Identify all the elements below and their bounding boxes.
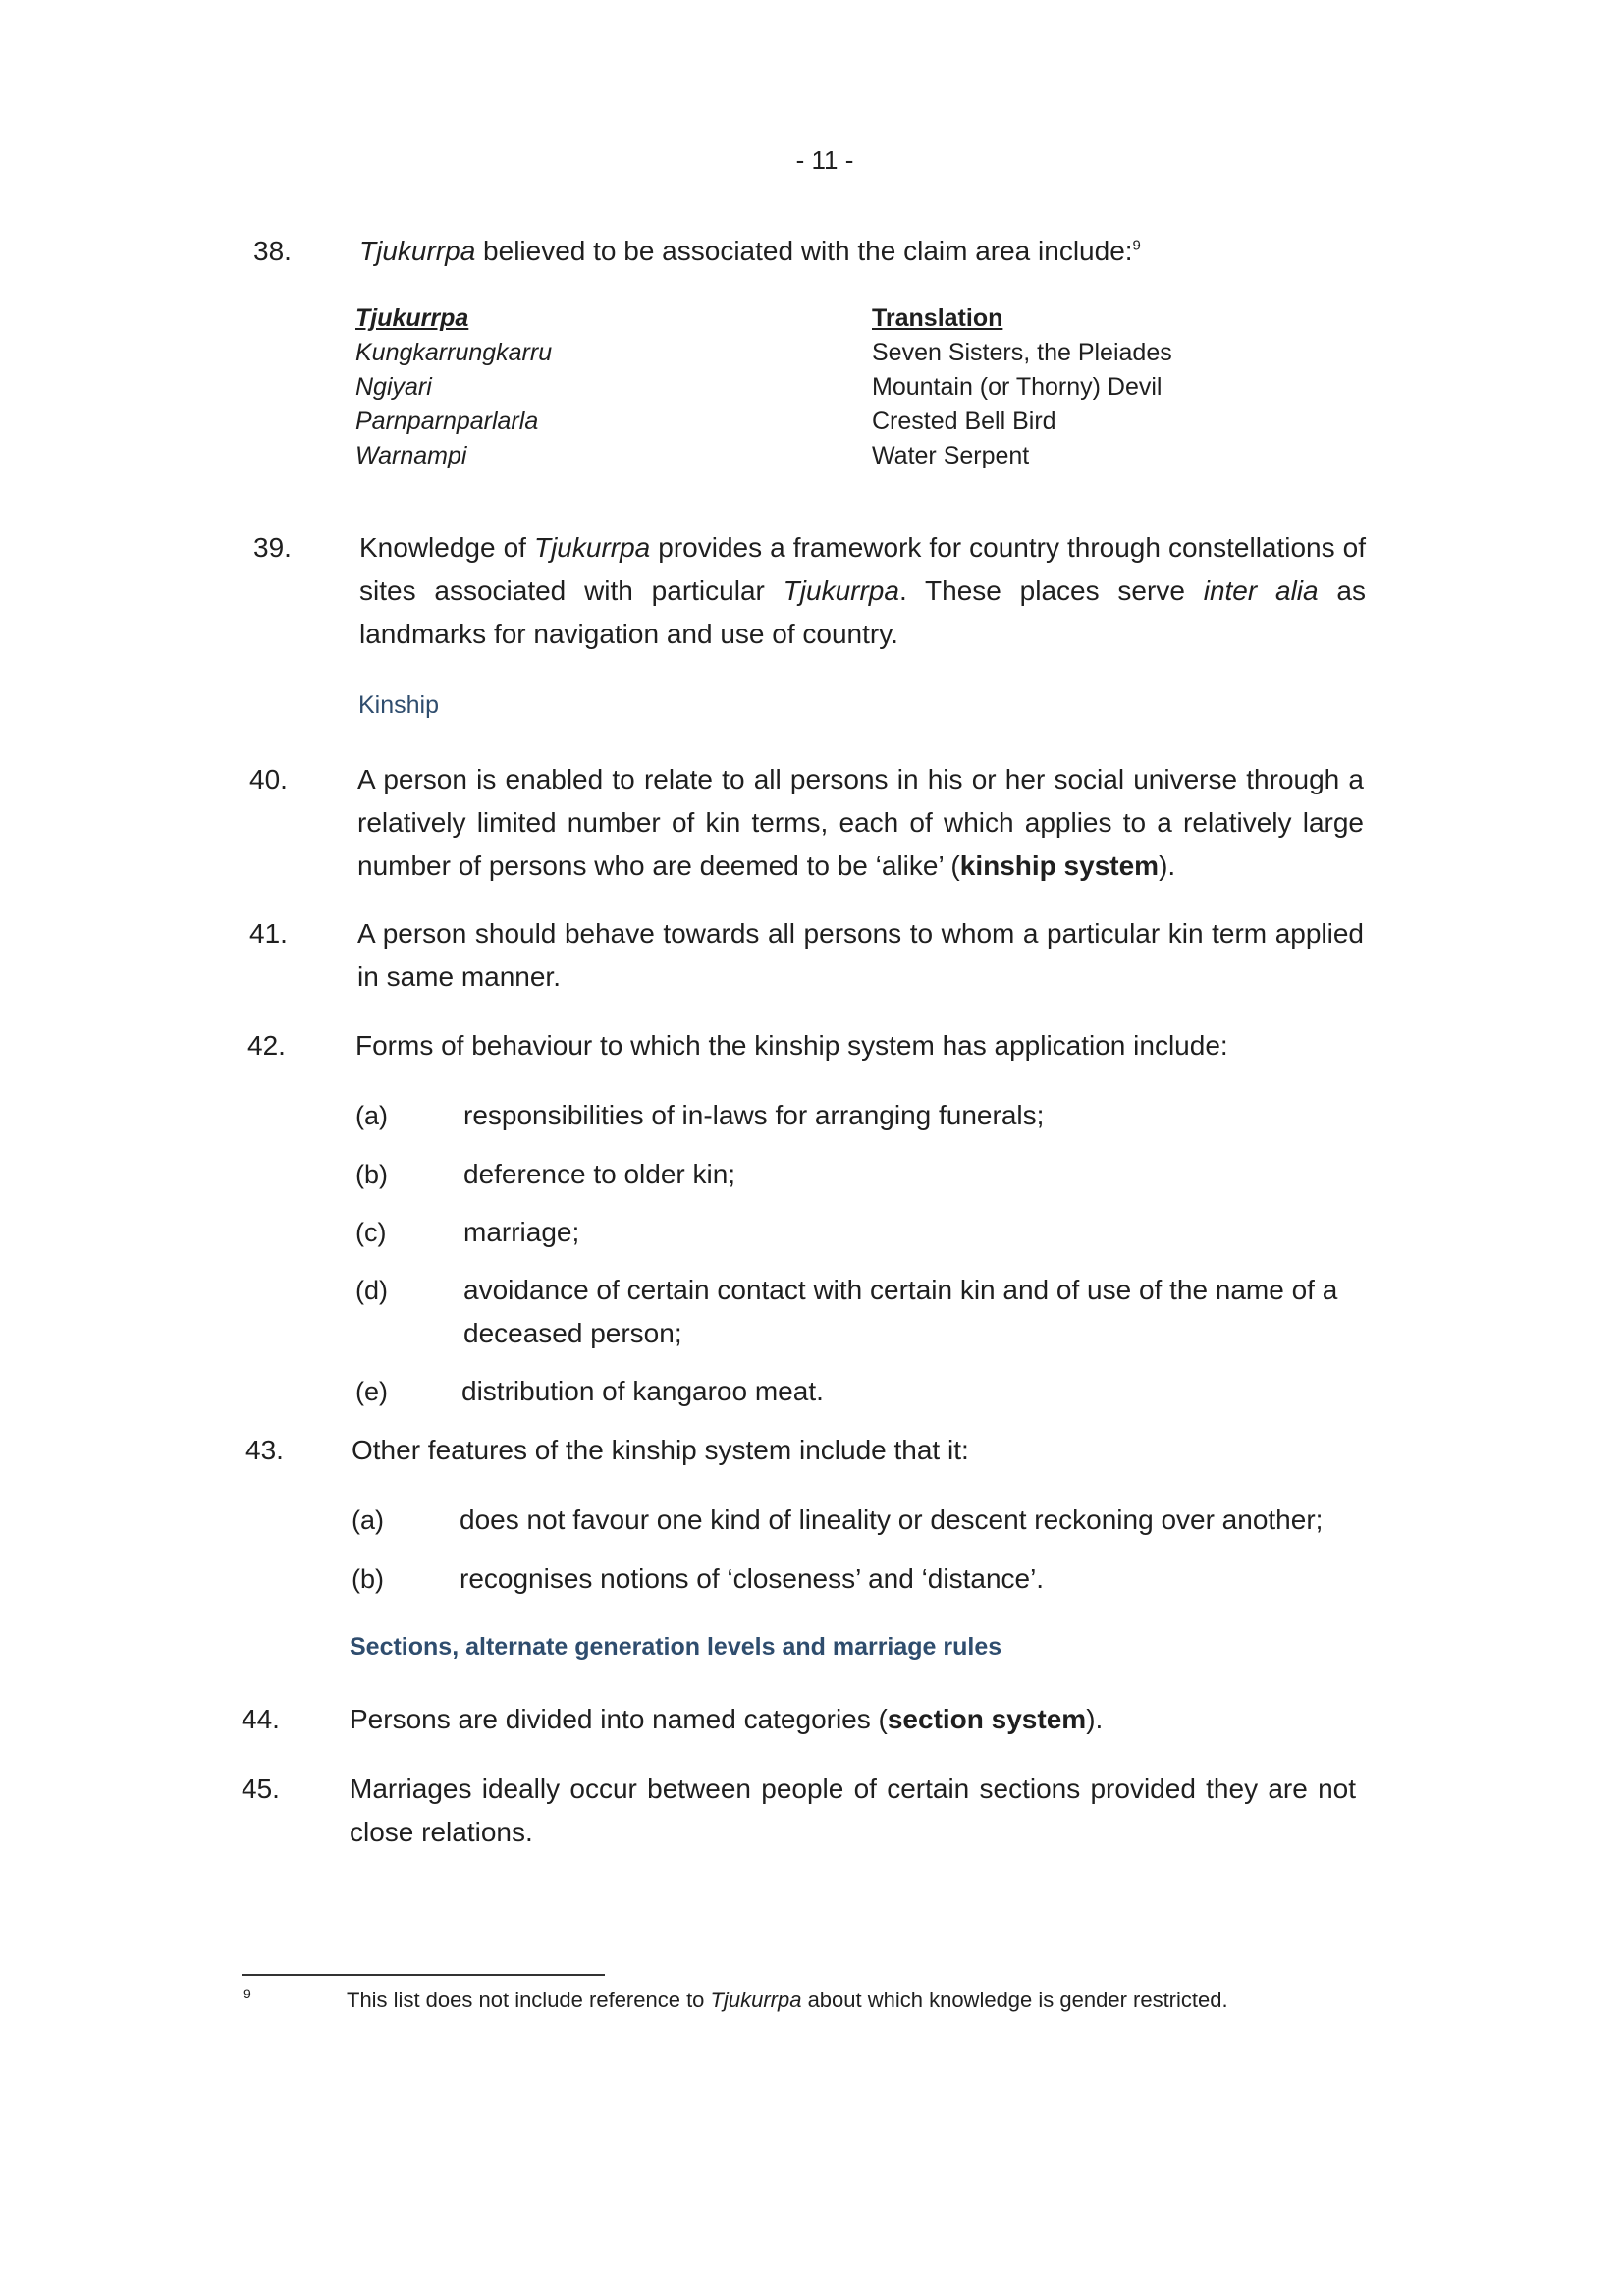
- tjukurrpa-name: Kungkarrungkarru: [355, 339, 553, 366]
- tjukurrpa-name: Parnparnparlarla: [355, 408, 539, 435]
- text-run: Persons are divided into named categories (: [350, 1704, 888, 1734]
- list-item-label: (d): [355, 1276, 388, 1305]
- tjukurrpa-column-header: Tjukurrpa: [355, 304, 469, 332]
- paragraph-45: Marriages ideally occur between people of certain sections provided they are not close relations.: [350, 1774, 1356, 1847]
- list-item: deference to older kin;: [463, 1159, 736, 1189]
- text-run: Knowledge of: [359, 532, 534, 563]
- paragraph-38-term: Tjukurrpa: [359, 236, 476, 266]
- paragraph-number-44: 44.: [242, 1704, 280, 1734]
- list-item: marriage;: [463, 1217, 580, 1247]
- section-heading-kinship: Kinship: [358, 691, 439, 719]
- paragraph-40: [357, 758, 1364, 888]
- footnote-ref-9[interactable]: 9: [1132, 237, 1141, 254]
- list-item: responsibilities of in-laws for arranging funerals;: [463, 1100, 1045, 1130]
- paragraph-number-42: 42.: [247, 1030, 286, 1061]
- italic-term: Tjukurrpa: [783, 575, 899, 606]
- paragraph-number-38: 38.: [253, 236, 292, 266]
- list-item-label: (c): [355, 1218, 387, 1247]
- paragraph-42: Forms of behaviour to which the kinship system has application include:: [355, 1030, 1228, 1061]
- tjukurrpa-column: [355, 301, 552, 473]
- translation-value: Mountain (or Thorny) Devil: [872, 373, 1163, 401]
- text-run: as landmarks for navigation and use of country.: [359, 575, 1366, 649]
- paragraph-41: A person should behave towards all persons to whom a particular kin term applied in same manner.: [357, 918, 1364, 992]
- italic-term: Tjukurrpa: [710, 1988, 802, 2012]
- paragraph-44: [350, 1698, 1103, 1741]
- footnote-text: [347, 1988, 1228, 2013]
- text-run: provides a framework for country through constellations of sites associated with particular: [359, 532, 1367, 606]
- page-number: - 11 -: [795, 145, 854, 175]
- defined-term: section system: [887, 1704, 1087, 1734]
- footnote-number: 9: [243, 1986, 251, 2001]
- tjukurrpa-name: Ngiyari: [355, 373, 432, 401]
- paragraph-39: [359, 526, 1366, 656]
- italic-term: inter alia: [1203, 575, 1319, 606]
- list-item: does not favour one kind of lineality or descent reckoning over another;: [460, 1504, 1324, 1535]
- text-run: about which knowledge is gender restricted.: [801, 1988, 1228, 2012]
- text-run: ).: [1086, 1704, 1104, 1734]
- text-run: A person is enabled to relate to all persons in his or her social universe through a relatively limited number of kin terms, each of which applies to a relatively large number of persons who are deemed to be ‘alike’ (: [357, 764, 1364, 881]
- translation-column: [872, 301, 1172, 473]
- list-item: distribution of kangaroo meat.: [461, 1376, 824, 1406]
- text-run: This list does not include reference to: [347, 1988, 711, 2012]
- list-item-label: (e): [355, 1377, 388, 1406]
- paragraph-38-text: believed to be associated with the claim area include:: [475, 236, 1133, 266]
- list-item: recognises notions of ‘closeness’ and ‘distance’.: [460, 1563, 1045, 1594]
- footnote-separator: [242, 1974, 605, 1976]
- list-item-label: (a): [352, 1505, 384, 1535]
- paragraph-43: Other features of the kinship system include that it:: [352, 1435, 969, 1465]
- list-item: avoidance of certain contact with certain kin and of use of the name of a deceased person;: [463, 1275, 1338, 1348]
- list-item-label: (b): [352, 1564, 384, 1594]
- translation-value: Crested Bell Bird: [872, 408, 1056, 435]
- text-run: . These places serve: [898, 575, 1204, 606]
- paragraph-number-43: 43.: [245, 1435, 284, 1465]
- list-item-label: (b): [355, 1160, 388, 1189]
- translation-column-header: Translation: [872, 304, 1003, 332]
- defined-term: kinship system: [959, 850, 1160, 881]
- paragraph-38: [359, 230, 1141, 273]
- translation-value: Water Serpent: [872, 442, 1030, 469]
- paragraph-number-41: 41.: [249, 918, 288, 949]
- paragraph-number-40: 40.: [249, 764, 288, 794]
- translation-value: Seven Sisters, the Pleiades: [872, 339, 1172, 366]
- paragraph-number-45: 45.: [242, 1774, 280, 1804]
- section-heading-sections: Sections, alternate generation levels and marriage rules: [350, 1633, 1002, 1661]
- text-run: ).: [1159, 850, 1176, 881]
- paragraph-number-39: 39.: [253, 532, 292, 563]
- tjukurrpa-name: Warnampi: [355, 442, 467, 469]
- italic-term: Tjukurrpa: [533, 532, 651, 563]
- list-item-label: (a): [355, 1101, 388, 1130]
